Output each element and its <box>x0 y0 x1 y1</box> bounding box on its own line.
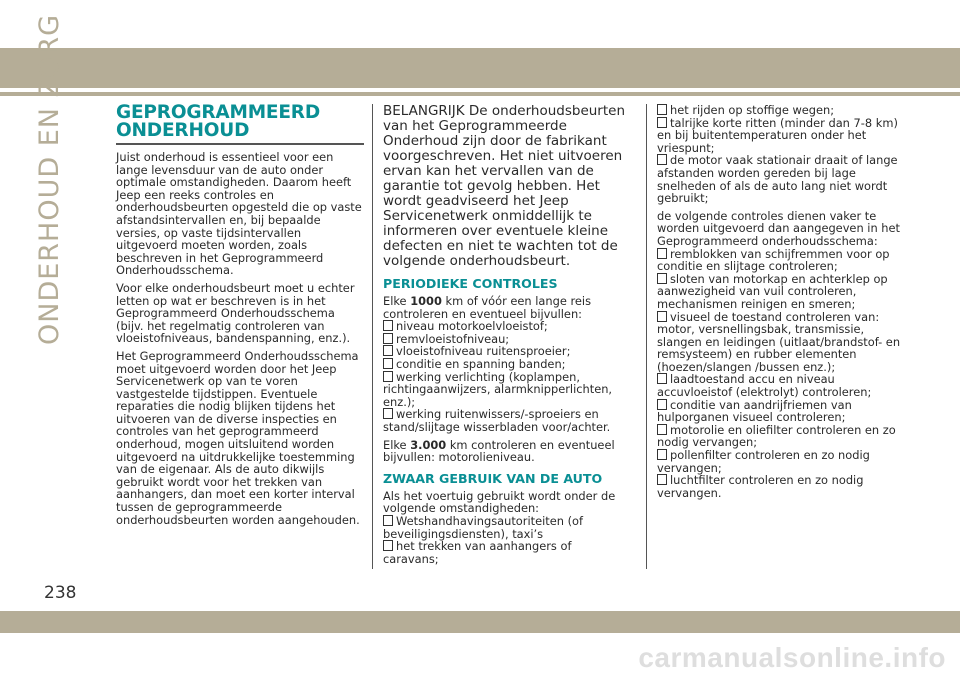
column-3 <box>657 104 909 499</box>
list-item: vloeistofniveau ruitensproeier; <box>383 345 629 358</box>
checkbox-icon <box>657 273 667 284</box>
column-1 <box>116 104 364 531</box>
section-title-line-2: ONDERHOUD <box>116 120 250 141</box>
footer-band <box>0 611 960 633</box>
periodic-intro: Elke 1000 km of vóór een lange reis controleren en eventueel bijvullen: <box>383 294 592 321</box>
periodic-list <box>383 320 629 433</box>
more-often-list <box>657 248 909 500</box>
list-item: motorolie en oliefilter controleren en zo nodig vervangen; <box>657 422 896 450</box>
checkbox-icon <box>657 104 667 115</box>
checkbox-icon <box>383 345 393 356</box>
heavy-use-list <box>383 515 629 565</box>
heavy-use-intro: Als het voertuig gebruikt wordt onder de volgende omstandigheden: <box>383 488 616 516</box>
list-item: visueel de toestand controleren van: motor, versnellingsbak, transmissie, slangen en leidingen (uitlaat/brandstof- en remsysteem) en rubber elementen (hoezen/slangen /bussen enz.); <box>657 309 901 374</box>
list-item: luchtfilter controleren en zo nodig vervangen. <box>657 473 864 500</box>
list-item: werking ruitenwissers/-sproeiers en stand/slijtage wisserbladen voor/achter. <box>383 407 611 434</box>
checkbox-icon <box>383 358 393 369</box>
km-3000: 3.000 <box>410 437 447 452</box>
list-item: talrijke korte ritten (minder dan 7-8 km) en bij buitentemperaturen onder het vriespunt; <box>657 115 898 155</box>
checkbox-icon <box>383 515 393 526</box>
column-divider-1 <box>372 104 373 569</box>
checkbox-icon <box>383 540 393 551</box>
heavy-use-title: ZWAAR GEBRUIK VAN DE AUTO <box>383 470 603 486</box>
list-item: het trekken van aanhangers of caravans; <box>383 539 572 566</box>
column-divider-2 <box>646 104 647 569</box>
checkbox-icon <box>383 333 393 344</box>
title-underline <box>116 143 364 145</box>
section-title <box>116 104 364 140</box>
list-item: laadtoestand accu en niveau accuvloeistof (elektrolyt) controleren; <box>657 372 872 400</box>
list-item: werking verlichting (koplampen, richtingaanwijzers, alarmknipperlichten, enz.); <box>383 369 613 409</box>
header-band <box>0 48 960 88</box>
site-watermark: carmanualsonline.info <box>638 642 946 673</box>
page-number: 238 <box>44 583 77 603</box>
checkbox-icon <box>383 408 393 419</box>
checkbox-icon <box>657 474 667 485</box>
checkbox-icon <box>657 449 667 460</box>
list-item: remblokken van schijfremmen voor op conditie en slijtage controleren; <box>657 246 890 274</box>
column-2 <box>383 104 629 565</box>
checkbox-icon <box>383 320 393 331</box>
heavy-use-list-continued <box>657 104 909 205</box>
list-item: pollenfilter controleren en zo nodig vervangen; <box>657 448 870 475</box>
km-1000: 1000 <box>410 294 442 308</box>
checkbox-icon <box>657 117 667 128</box>
list-item: de motor vaak stationair draait of lange afstanden worden gereden bij lage snelheden of als de auto lang niet wordt gebruikt; <box>657 153 898 206</box>
list-item: conditie en spanning banden; <box>383 358 629 371</box>
section-title-line-1: GEPROGRAMMEERD <box>116 102 320 123</box>
list-item: remvloeistofniveau; <box>383 333 629 346</box>
checkbox-icon <box>383 371 393 382</box>
periodic-checks-title: PERIODIEKE CONTROLES <box>383 276 558 291</box>
checkbox-icon <box>657 311 667 322</box>
checkbox-icon <box>657 424 667 435</box>
paragraph-attention: Voor elke onderhoudsbeurt moet u echter letten op wat er beschreven is in het Geprogrammeerd Onderhoudsschema (bijv. het regelmatig controleren van vloeistofniveaus, bandenspanning, enz.). <box>116 280 355 346</box>
list-item: Wetshandhavingsautoriteiten (of beveiligingsdiensten), taxi’s <box>383 513 583 541</box>
more-often-intro: de volgende controles dienen vaker te worden uitgevoerd dan aangegeven in het Geprogrammeerd onderhoudsschema: <box>657 208 900 248</box>
list-item: conditie van aandrijfriemen van hulporganen visueel controleren; <box>657 397 852 425</box>
chapter-tab: ONDERHOUD EN ZORG <box>34 13 65 345</box>
list-item: sloten van motorkap en achterklep op aanwezigheid van vuil controleren, mechanismen reinigen en smeren; <box>657 271 888 311</box>
header-rule <box>0 92 960 96</box>
every-3000-note: Elke 3.000 km controleren en eventueel bijvullen: motorolieniveau. <box>383 437 615 465</box>
checkbox-icon <box>657 248 667 259</box>
paragraph-intro: Juist onderhoud is essentieel voor een lange levensduur van de auto onder optimale omstandigheden. Daarom heeft Jeep een reeks controles en onderhoudsbeurten opgesteld die op vaste afstandsintervallen en, bij bepaalde versies, op vaste tijdsintervallen uitgevoerd moeten worden, zoals beschreven in het Geprogrammeerd Onderhoudsschema. <box>116 150 362 278</box>
important-note: BELANGRIJK De onderhoudsbeurten van het Geprogrammeerde Onderhoud zijn door de fabrikant voorgeschreven. Het niet uitvoeren ervan kan het vervallen van de garantie tot gevolg hebben. Het wordt geadviseerd het Jeep Servicenetwerk onmiddellijk te informeren over eventuele kleine defecten en niet te wachten tot de volgende onderhoudsbeurt. <box>383 103 626 269</box>
list-item: het rijden op stoffige wegen; <box>657 104 909 117</box>
paragraph-schedule: Het Geprogrammeerd Onderhoudsschema moet uitgevoerd worden door het Jeep Servicenetwerk op van te voren vastgestelde tijdstippen. Eventuele reparaties die nodig blijken tijdens het uitvoeren van de diverse inspecties en controles van het geprogrammeerd onderhoud, mogen uitsluitend worden uitgevoerd na uitdrukkelijke toestemming van de eigenaar. Als de auto dikwijls gebruikt wordt voor het trekken van aanhangers, dan moet een korter interval tussen de geprogrammeerde onderhoudsbeurten worden aangehouden. <box>116 348 360 527</box>
checkbox-icon <box>657 154 667 165</box>
checkbox-icon <box>657 399 667 410</box>
list-item: niveau motorkoelvloeistof; <box>383 320 629 333</box>
checkbox-icon <box>657 373 667 384</box>
